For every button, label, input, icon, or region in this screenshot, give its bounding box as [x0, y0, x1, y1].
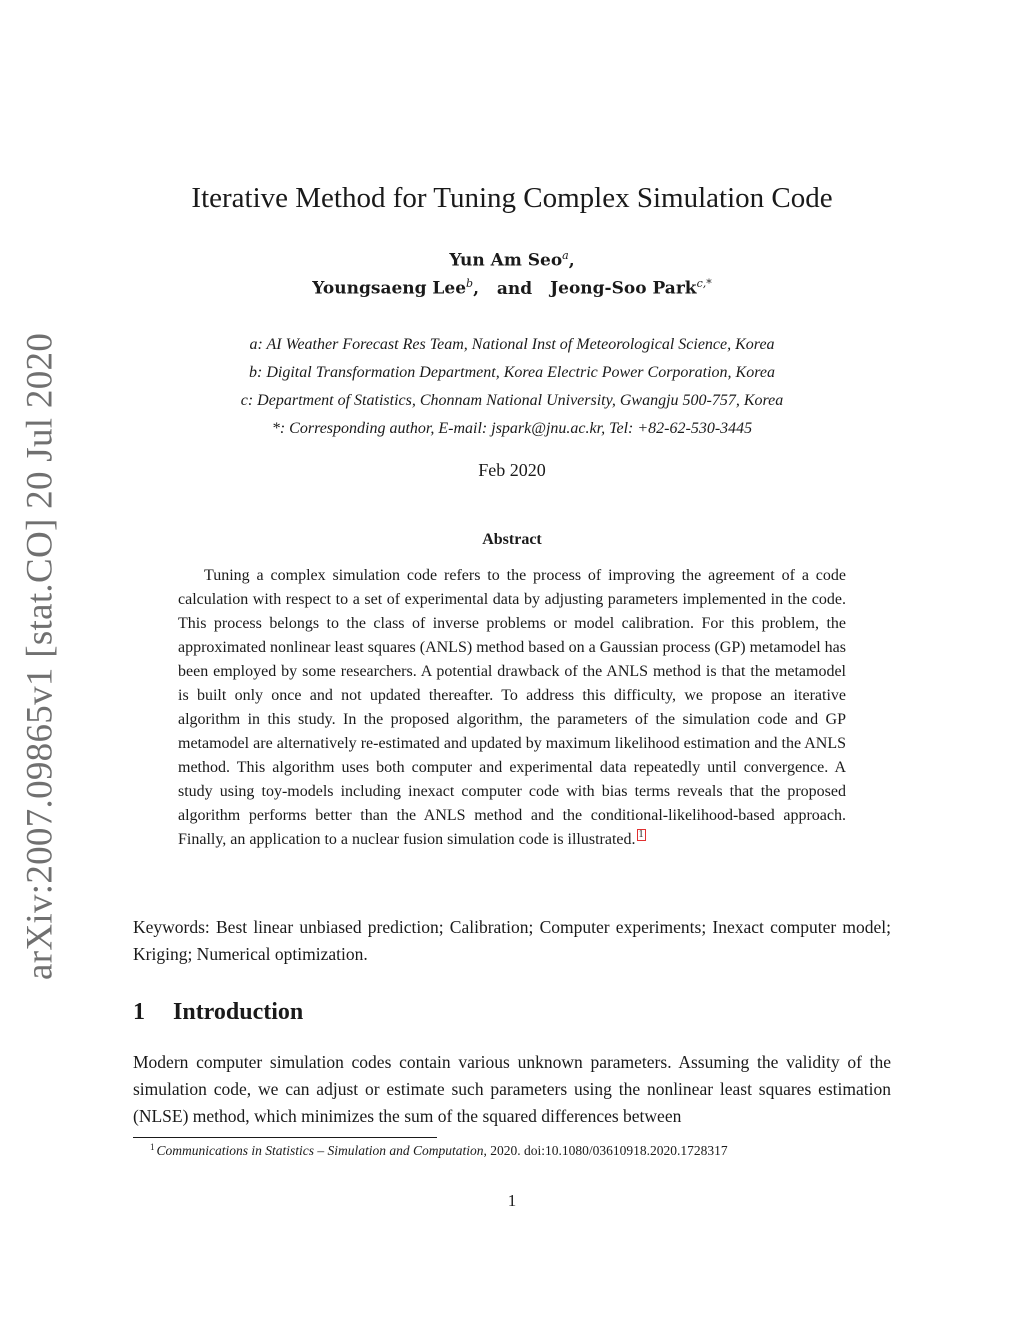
author-name: Youngsaeng Lee [312, 278, 467, 299]
paper-title: Iterative Method for Tuning Complex Simulation Code [191, 182, 833, 214]
abstract-heading: Abstract [482, 531, 542, 548]
footnote-divider [133, 1137, 437, 1138]
footnote-journal: Communications in Statistics – Simulation and Computation [156, 1143, 484, 1158]
author-line-1: Yun Am Seo$^a$, [449, 249, 575, 271]
author-line-2: Youngsaeng Lee$^b$, and Jeong-Soo Park$^{c,*}$ [312, 277, 712, 299]
author-affiliation-mark: b [466, 277, 474, 290]
footnote-mark: 1 [150, 1142, 155, 1152]
footnote-doi: , 2020. doi:10.1080/03610918.2020.1728317 [483, 1143, 728, 1158]
author-affiliation-mark: a [562, 249, 569, 262]
affiliation-b: b: Digital Transformation Department, Korea Electric Power Corporation, Korea [249, 364, 775, 381]
author-name: Jeong-Soo Park [550, 278, 697, 299]
abstract-paragraph: Tuning a complex simulation code refers to the process of improving the agreement of a code calculation with respect to a set of experimental data by adjusting parameters implemented in the code. This process belongs to the class of inverse problems or model calibration. For this problem, the approximated nonlinear least squares (ANLS) method based on a Gaussian process (GP) metamodel has been employed by some researchers. A potential drawback of the ANLS method is that the metamodel is built only once and not updated thereafter. To address this difficulty, we propose an iterative algorithm in this study. In the proposed algorithm, the parameters of the simulation code and GP metamodel are alternatively re-estimated and updated by maximum likelihood estimation and the ANLS method. This algorithm uses both computer and experimental data repeatedly until convergence. A study using toy-models including inexact computer code with bias terms reveals that the proposed algorithm performs better than the ANLS method and the conditional-likelihood-based approach. Finally, an application to a nuclear fusion simulation code is illustrated. [178, 567, 846, 848]
author-connector: and [496, 278, 533, 299]
corresponding-author: *: Corresponding author, E-mail: jspark@jnu.ac.kr, Tel: +82-62-530-3445 [271, 420, 753, 437]
section-title: Introduction [173, 999, 304, 1025]
author-name: Yun Am Seo [449, 250, 563, 271]
affiliation-c: c: Department of Statistics, Chonnam National University, Gwangju 500-757, Korea [240, 392, 784, 409]
introduction-text: Modern computer simulation codes contain various unknown parameters. Assuming the validity of the simulation code, we can adjust or estimate such parameters using the nonlinear least squares estimation (NLSE) method, which minimizes the sum of the squared differences between [133, 1052, 891, 1126]
section-number: 1 [133, 999, 145, 1025]
footnote-link[interactable]: 1 [638, 829, 644, 840]
arxiv-identifier-stamp: arXiv:2007.09865v1 [stat.CO] 20 Jul 2020 [19, 332, 61, 980]
publication-date: Feb 2020 [478, 460, 546, 480]
keywords: Keywords: Best linear unbiased prediction; Calibration; Computer experiments; Inexact computer model; Kriging; Numerical optimization. [133, 917, 891, 964]
section-heading [133, 999, 303, 1026]
affiliation-a: a: AI Weather Forecast Res Team, National Inst of Meteorological Science, Korea [249, 336, 775, 353]
page-number: 1 [507, 1191, 517, 1210]
author-affiliation-mark: c,* [696, 277, 712, 290]
abstract-text [178, 564, 846, 852]
footnote [150, 1142, 728, 1159]
